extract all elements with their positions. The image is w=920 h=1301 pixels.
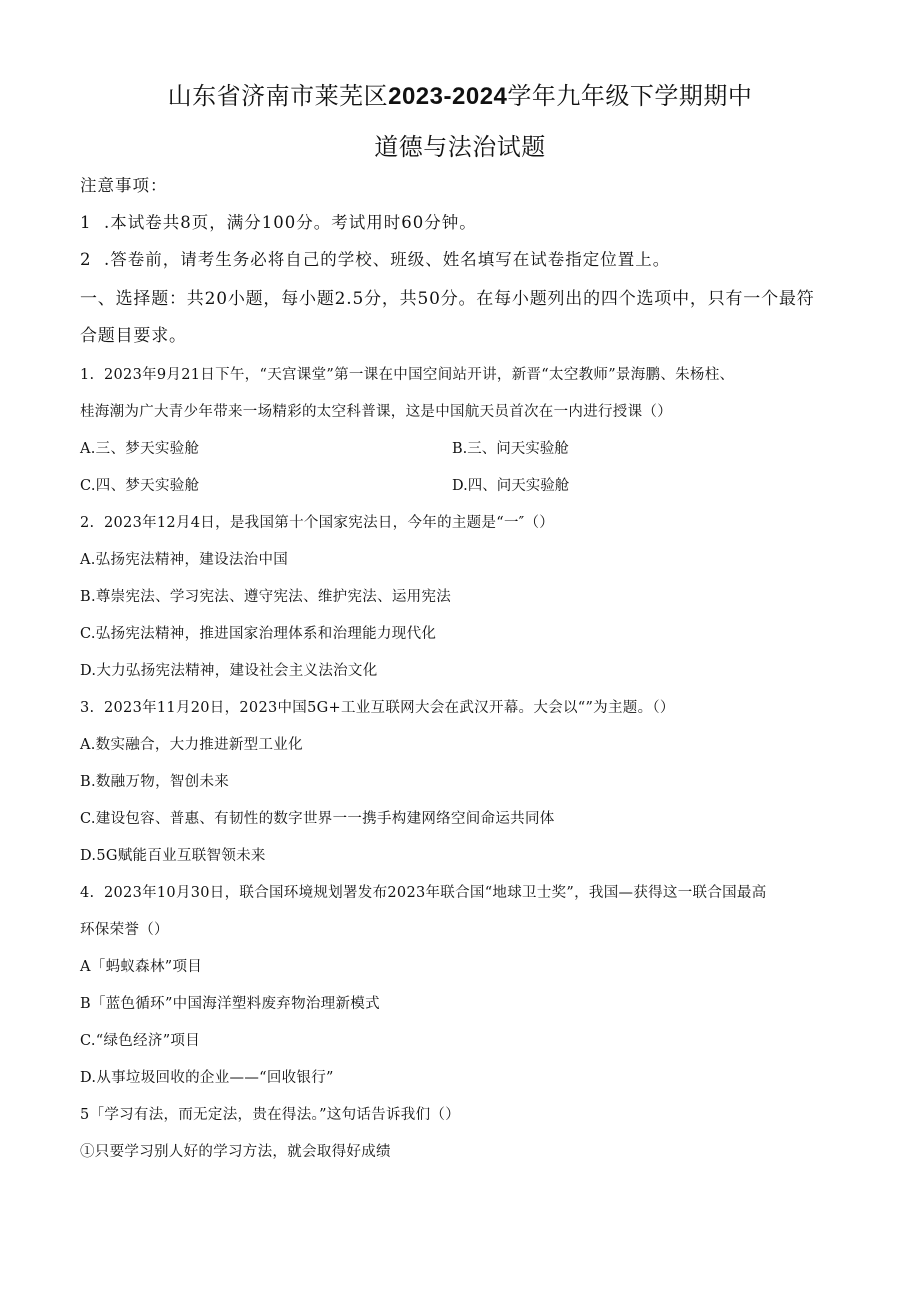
option-b: B「蓝色循环”中国海洋塑料废弃物治理新模式	[80, 996, 380, 1012]
section-instructions-line2: 合题目要求。	[80, 326, 187, 346]
option-b: B.尊崇宪法、学习宪法、遵守宪法、维护宪法、运用宪法	[80, 589, 452, 605]
statement-1: ①只要学习别人好的学习方法，就会取得好成绩	[80, 1144, 391, 1160]
option-a: A.数实融合，大力推进新型工业化	[80, 737, 303, 753]
option-c: C.建设包容、普惠、有韧性的数字世界一一携手构建网络空间命运共同体	[80, 811, 555, 827]
option-a: A.弘扬宪法精神，建设法治中国	[80, 552, 289, 568]
option-c: C.四、梦天实验舱	[80, 478, 200, 494]
notice-item	[80, 246, 670, 270]
title-term: 学年九年级下学期期中	[507, 82, 753, 110]
section-instructions-line1: 一、选择题：共20小题，每小题2.5分，共50分。在每小题列出的四个选项中，只有一个最符	[80, 289, 815, 309]
page-title-line1	[0, 76, 920, 111]
notice-heading: 注意事项：	[80, 176, 168, 195]
option-a: A「蚂蚁森林”项目	[80, 959, 203, 975]
option-d: D.四、问天实验舱	[452, 478, 570, 494]
option-b: B.三、问天实验舱	[452, 441, 569, 457]
question-text: 2023年10月30日，联合国环境规划署发布2023年联合国“地球卫士奖”，我国—获得这一联合国最高	[104, 885, 767, 901]
question-number: 1.	[80, 367, 95, 383]
notice-item-number: 2	[80, 250, 92, 269]
option-a: A.三、梦天实验舱	[80, 441, 200, 457]
question-text: 2023年12月4日，是我国第十个国家宪法日，今年的主题是“一″（）	[104, 515, 555, 531]
question-number: 3.	[80, 700, 95, 716]
question-stem	[80, 696, 675, 717]
option-b: B.数融万物，智创未来	[80, 774, 230, 790]
title-region: 山东省济南市莱芜区	[167, 82, 389, 110]
question-number: 2.	[80, 515, 95, 531]
option-d: D.大力弘扬宪法精神，建设社会主义法治文化	[80, 663, 378, 679]
option-d: D.5G赋能百业互联智领未来	[80, 848, 266, 864]
notice-item	[80, 209, 477, 233]
question-stem	[80, 363, 734, 384]
question-stem-cont: 桂海潮为广大青少年带来一场精彩的太空科普课，这是中国航天员首次在一内进行授课（）	[80, 404, 672, 420]
title-year: 2023-2024	[388, 83, 508, 110]
notice-item-text: .答卷前，请考生务必将自己的学校、班级、姓名填写在试卷指定位置上。	[104, 250, 671, 269]
question-number: 4.	[80, 885, 95, 901]
notice-item-text: .本试卷共8页，满分100分。考试用时60分钟。	[104, 213, 477, 232]
notice-item-number: 1	[80, 213, 92, 232]
question-stem-cont: 环保荣誉（）	[80, 922, 169, 938]
question-stem	[80, 881, 767, 902]
option-c: C.“绿色经济”项目	[80, 1033, 201, 1049]
question-text: 2023年11月20日，2023中国5G+工业互联网大会在武汉开幕。大会以“”为主题。（）	[104, 700, 675, 716]
question-number: 5	[80, 1107, 90, 1123]
question-text: 2023年9月21日下午，“天宫课堂”第一课在中国空间站开讲，新晋“太空教师”景海鹏、朱杨柱、	[104, 367, 735, 383]
option-c: C.弘扬宪法精神，推进国家治理体系和治理能力现代化	[80, 626, 437, 642]
page-title-line2: 道德与法治试题	[374, 133, 546, 161]
question-stem	[80, 1103, 460, 1124]
question-stem	[80, 511, 554, 532]
option-d: D.从事垃圾回收的企业——“回收银行”	[80, 1070, 334, 1086]
question-text: 「学习有法，而无定法，贵在得法。”这句话告诉我们（）	[89, 1107, 460, 1123]
